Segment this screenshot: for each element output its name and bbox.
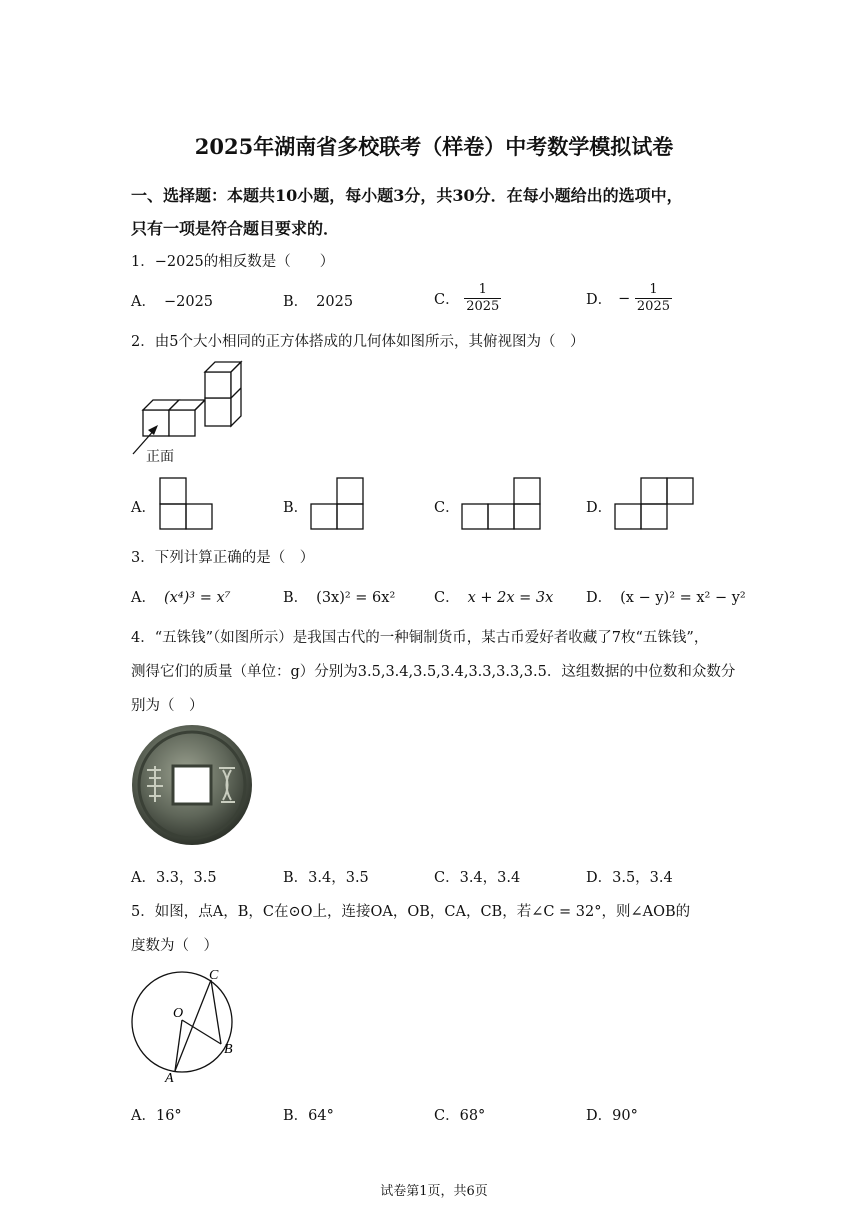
- question-1-stem: 1．−2025的相反数是（ ）: [131, 254, 335, 270]
- q4-option-a: A．3.3，3.5: [131, 870, 217, 886]
- q3-option-c-label: C．: [434, 590, 460, 606]
- question-5-line2: 度数为（ ）: [131, 938, 218, 954]
- q2-option-d-view: [613, 476, 697, 530]
- point-o-label: O: [173, 1006, 184, 1021]
- front-view-label: 正面: [146, 449, 174, 465]
- q1-option-b-label: B．: [283, 294, 309, 310]
- q1-option-c-numerator: 1: [464, 282, 501, 299]
- question-4-line3: 别为（ ）: [131, 698, 204, 714]
- question-3-stem: 3．下列计算正确的是（ ）: [131, 550, 315, 566]
- q1-option-a-label: A．: [131, 294, 156, 310]
- q1-option-c: [434, 282, 501, 315]
- q1-option-d: [586, 282, 672, 315]
- q3-option-c: [434, 586, 553, 607]
- q3-option-a-text: (x⁴)³ = x⁷: [163, 590, 231, 606]
- q3-option-b: [283, 586, 395, 607]
- q5-option-d: D．90°: [586, 1108, 638, 1124]
- question-2-stem: 2．由5个大小相同的正方体搭成的几何体如图所示，其俯视图为（ ）: [131, 334, 585, 350]
- q3-option-d-label: D．: [586, 590, 613, 606]
- q2-option-a-label: A．: [131, 500, 156, 516]
- q5-option-b: B．64°: [283, 1108, 334, 1124]
- q1-option-d-label: D．: [586, 292, 613, 308]
- q4-option-c: C．3.4，3.4: [434, 870, 521, 886]
- page-title: 2025年湖南省多校联考（样卷）中考数学模拟试卷: [194, 134, 674, 159]
- circle-diagram: [125, 965, 245, 1085]
- q3-option-b-label: B．: [283, 590, 309, 606]
- question-5-line1: 5．如图，点A，B，C在⊙O上，连接OA，OB，CA，CB，若∠C = 32°，则∠AOB的: [131, 904, 691, 920]
- q1-option-d-numerator: 1: [635, 282, 672, 299]
- q1-option-a-text: −2025: [163, 294, 214, 310]
- q3-option-a: [131, 586, 230, 607]
- q2-option-b-view: [309, 476, 367, 530]
- section-heading-line2: 只有一项是符合题目要求的．: [131, 219, 340, 238]
- q3-option-d: [586, 586, 746, 607]
- q3-option-d-text: (x − y)² = x² − y²: [620, 590, 746, 606]
- q4-option-b: B．3.4，3.5: [283, 870, 369, 886]
- point-b-label: B: [224, 1042, 233, 1057]
- q3-option-c-text: x + 2x = 3x: [467, 590, 554, 606]
- page-footer: 试卷第1页，共6页: [380, 1184, 488, 1199]
- q1-option-a: [131, 290, 213, 311]
- point-c-label: C: [209, 968, 219, 983]
- q4-option-d: D．3.5，3.4: [586, 870, 673, 886]
- q2-option-b-label: B．: [283, 500, 309, 516]
- section-heading-line1: 一、选择题：本题共10小题，每小题3分，共30分．在每小题给出的选项中，: [131, 186, 683, 205]
- question-4-line2: 测得它们的质量（单位：g）分别为3.5,3.4,3.5,3.4,3.3,3.3,3.5．这组数据的中位数和众数分: [131, 664, 736, 680]
- q5-option-c: C．68°: [434, 1108, 486, 1124]
- q2-option-a-view: [158, 476, 216, 530]
- q1-option-c-label: C．: [434, 292, 460, 308]
- q1-option-b: [283, 290, 353, 311]
- q1-option-d-fraction: [635, 282, 672, 315]
- q3-option-a-label: A．: [131, 590, 156, 606]
- point-a-label: A: [165, 1071, 174, 1086]
- q1-option-d-sign: −: [618, 290, 631, 307]
- q2-option-d-label: D．: [586, 500, 613, 516]
- question-4-line1: 4．“五铢钱”（如图所示）是我国古代的一种铜制货币，某古币爱好者收藏了7枚“五铢钱”，: [131, 630, 709, 646]
- q1-option-c-fraction: [464, 282, 501, 315]
- q3-option-b-text: (3x)² = 6x²: [316, 590, 396, 606]
- q5-option-a: A．16°: [131, 1108, 182, 1124]
- q2-option-c-label: C．: [434, 500, 460, 516]
- q1-option-d-denominator: 2025: [636, 299, 670, 314]
- q2-option-c-view: [460, 476, 544, 530]
- q1-option-b-text: 2025: [316, 294, 354, 310]
- q1-option-c-denominator: 2025: [466, 299, 500, 314]
- wuzhu-coin-image: [131, 724, 255, 848]
